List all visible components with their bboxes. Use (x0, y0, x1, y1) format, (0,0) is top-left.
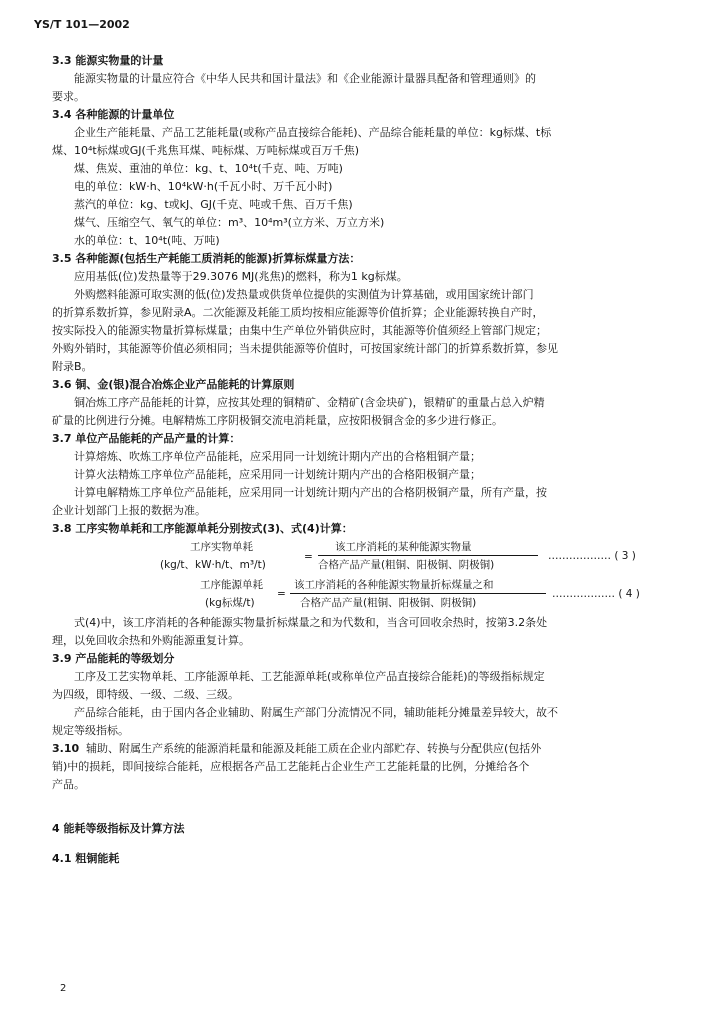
paragraph-line: 计算熔炼、吹炼工序单位产品能耗，应采用同一计划统计期内产出的合格粗铜产量； (74, 450, 481, 463)
formula-3-lhs-name: 工序实物单耗 (190, 541, 253, 553)
formula-3-equals: = (304, 551, 313, 563)
paragraph-line: 企业生产能耗量、产品工艺能耗量(或称产品直接综合能耗)、产品综合能耗量的单位：kg标煤、t标 (74, 126, 552, 139)
section-3-3-title: 3.3 能源实物量的计量 (52, 54, 164, 67)
paragraph-line: 水的单位：t、10⁴t(吨、万吨) (74, 234, 220, 247)
paragraph-line: 附录B。 (52, 360, 93, 373)
formula-4-equals: = (277, 588, 286, 600)
paragraph-line: 电的单位：kW·h、10⁴kW·h(千瓦小时、万千瓦小时) (74, 180, 333, 193)
paragraph-line: 按实际投入的能源实物量折算标煤量；由集中生产单位外销供应时，其能源等价值须经上管部门规定； (52, 324, 547, 337)
section-4-1-title: 4.1 粗铜能耗 (52, 852, 120, 865)
section-3-7-title: 3.7 单位产品能耗的产品产量的计算： (52, 432, 241, 445)
paragraph-line: 煤、10⁴t标煤或GJ(千兆焦耳煤、吨标煤、万吨标煤或百万千焦) (52, 144, 360, 157)
standard-code-header: YS/T 101—2002 (34, 18, 130, 31)
paragraph-line: 要求。 (52, 90, 85, 103)
formula-3-numerator: 该工序消耗的某种能源实物量 (335, 541, 472, 553)
section-3-8-title: 3.8 工序实物单耗和工序能源单耗分别按式(3)、式(4)计算： (52, 522, 353, 535)
paragraph-line: 外购燃料能源可取实测的低(位)发热量或供货单位提供的实测值为计算基础，或用国家统计部门 (74, 288, 534, 301)
section-3-4-title: 3.4 各种能源的计量单位 (52, 108, 175, 121)
paragraph-line: 辅助、附属生产系统的能源消耗量和能源及耗能工质在企业内部贮存、转换与分配供应(包括外 (86, 742, 542, 755)
paragraph-line: 式(4)中，该工序消耗的各种能源实物量折标煤量之和为代数和，当含可回收余热时，按第3.2条处 (74, 616, 548, 629)
paragraph-line: 铜冶炼工序产品能耗的计算，应按其处理的铜精矿、金精矿(含金块矿)，银精矿的重量占总入炉精 (74, 396, 545, 409)
formula-3-lhs-unit: (kg/t、kW·h/t、m³/t) (160, 559, 266, 571)
paragraph-line: 产品。 (52, 778, 85, 791)
formula-3-equation-number: ……………… ( 3 ) (548, 550, 636, 562)
formula-4-denominator: 合格产品产量(粗铜、阳极铜、阴极铜) (300, 597, 477, 609)
formula-4-lhs-name: 工序能源单耗 (200, 579, 263, 591)
paragraph-line: 规定等级指标。 (52, 724, 129, 737)
paragraph-line: 煤、焦炭、重油的单位：kg、t、10⁴t(千克、吨、万吨) (74, 162, 343, 175)
paragraph-line: 计算火法精炼工序单位产品能耗，应采用同一计划统计期内产出的合格阳极铜产量； (74, 468, 481, 481)
paragraph-line: 计算电解精炼工序单位产品能耗，应采用同一计划统计期内产出的合格阴极铜产量，所有产量，按 (74, 486, 547, 499)
paragraph-line: 外购外销时，其能源等价值必须相同；当未提供能源等价值时，可按国家统计部门的折算系数折算，参见 (52, 342, 558, 355)
paragraph-line: 蒸汽的单位：kg、t或kJ、GJ(千克、吨或千焦、百万千焦) (74, 198, 353, 211)
paragraph-line: 工序及工艺实物单耗、工序能源单耗、工艺能源单耗(或称单位产品直接综合能耗)的等级指标规定 (74, 670, 545, 683)
formula-3-denominator: 合格产品产量(粗铜、阳极铜、阴极铜) (318, 559, 495, 571)
formula-4-lhs-unit: (kg标煤/t) (205, 597, 255, 609)
paragraph-line: 理，以免回收余热和外购能源重复计算。 (52, 634, 250, 647)
paragraph-line: 煤气、压缩空气、氧气的单位：m³、10⁴m³(立方米、万立方米) (74, 216, 385, 229)
paragraph-line: 企业计划部门上报的数据为准。 (52, 504, 206, 517)
section-3-5-title: 3.5 各种能源(包括生产耗能工质消耗的能源)折算标煤量方法： (52, 252, 361, 265)
paragraph-line: 应用基低(位)发热量等于29.3076 MJ(兆焦)的燃料，称为1 kg标煤。 (74, 270, 408, 283)
section-3-6-title: 3.6 铜、金(银)混合冶炼企业产品能耗的计算原则 (52, 378, 295, 391)
paragraph-line: 的折算系数折算，参见附录A。二次能源及耗能工质均按相应能源等价值折算；企业能源转换自产时， (52, 306, 544, 319)
paragraph-line: 销)中的损耗，即间接综合能耗，应根据各产品工艺能耗占企业生产工艺能耗量的比例，分摊给各个 (52, 760, 530, 773)
chapter-4-title: 4 能耗等级指标及计算方法 (52, 822, 185, 835)
paragraph-line: 产品综合能耗，由于国内各企业辅助、附属生产部门分流情况不同，辅助能耗分摊量差异较大，故不 (74, 706, 558, 719)
paragraph-line: 矿量的比例进行分摊。电解精炼工序阴极铜交流电消耗量，应按阳极铜含金的多少进行修正。 (52, 414, 503, 427)
section-3-10-number: 3.10 (52, 742, 80, 755)
formula-4-equation-number: ……………… ( 4 ) (552, 588, 640, 600)
paragraph-line: 为四级，即特级、一级、二级、三级。 (52, 688, 239, 701)
formula-4-numerator: 该工序消耗的各种能源实物量折标煤量之和 (294, 579, 494, 591)
page-number: 2 (60, 983, 67, 994)
paragraph-line: 能源实物量的计量应符合《中华人民共和国计量法》和《企业能源计量器具配备和管理通则》的 (74, 72, 536, 85)
section-3-9-title: 3.9 产品能耗的等级划分 (52, 652, 175, 665)
